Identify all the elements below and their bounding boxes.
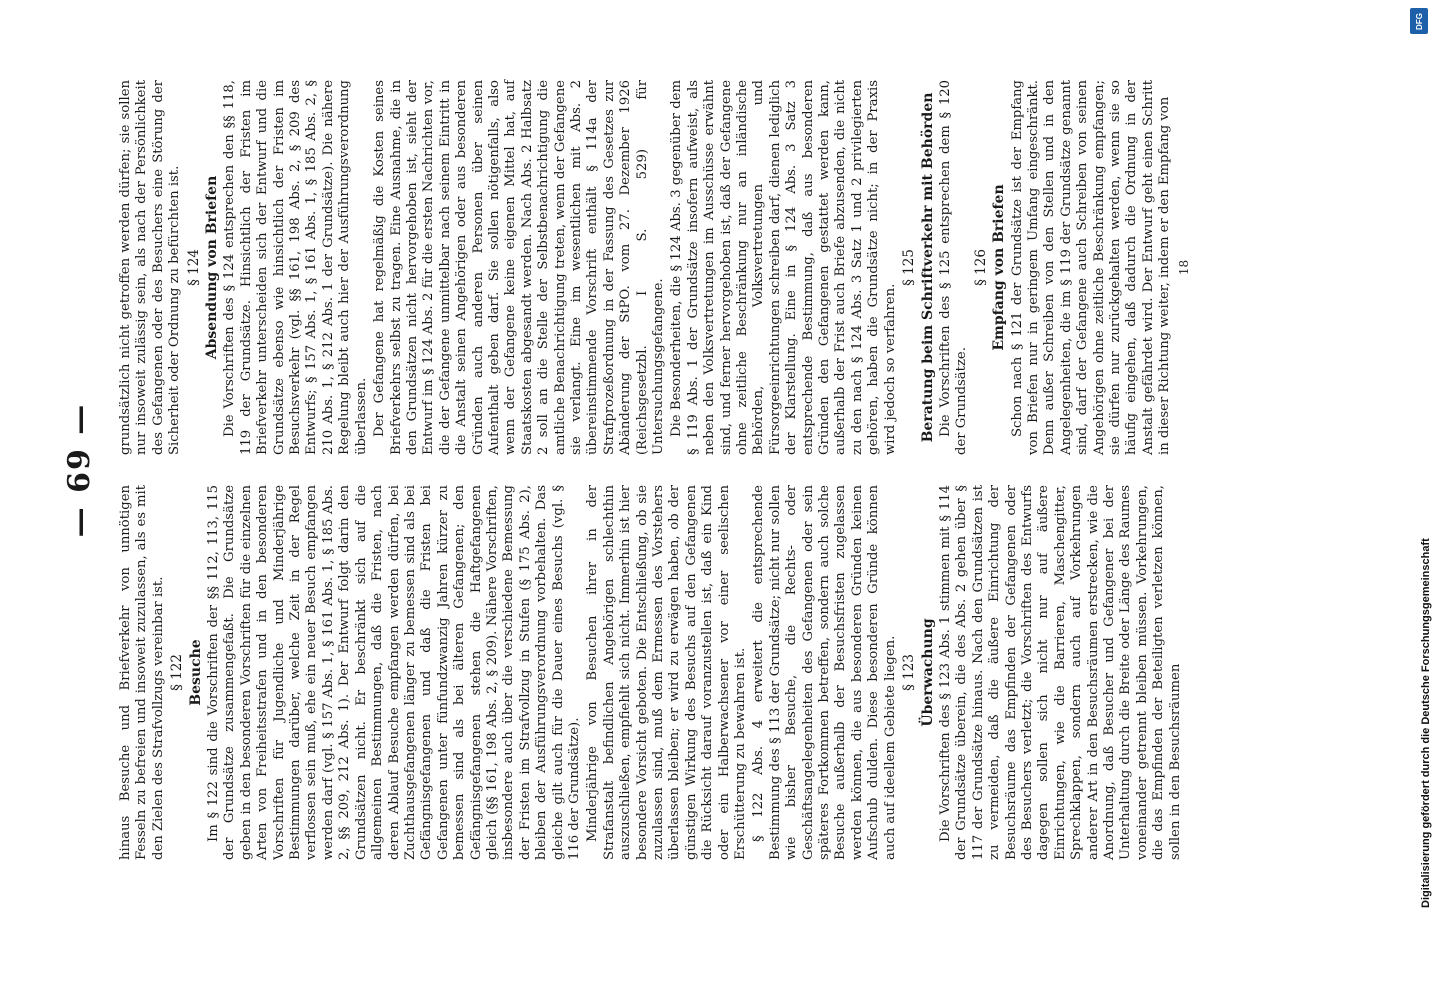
section-title: Besuche: [187, 639, 204, 706]
paragraph: hinaus Besuche und Briefverkehr von unnötigen Fesseln zu befreien und insoweit zuzulassen, als es mit den Zielen des Strafvollzugs vereinbar ist.: [118, 485, 166, 860]
paragraph: § 122 Abs. 4 erweitert die entsprechende Bestimmung des § 113 der Grundsätze; nicht nur sollen wie bisher Besuche, die Rechts- oder Geschäftsangelegenheiten des Gefangenen oder sein späteres Fortkommen betreffen, sondern auch solche Besuche außerhalb der Besuchsfristen zugelassen werden können, die aus besonderen Gründen keinen Aufschub dulden. Diese besonderen Gründe können auch auf ideellem Gebiete liegen.: [751, 485, 898, 860]
paragraph: Minderjährige von Besuchen ihrer in der Strafanstalt befindlichen Angehörigen schlechthin auszuschließen, empfiehlt sich nicht. Immerhin ist hier besondere Vorsicht geboten. Die Entschließung, ob sie zuzulassen sind, muß dem Ermessen des Vorstehers überlassen bleiben; er wird zu erwägen haben, ob der günstigen Wirkung des Besuchs auf den Gefangenen die Rücksicht darauf voranzustellen ist, daß ein Kind oder ein Halberwachsener vor einer seelischen Erschütterung zu bewahren ist.: [585, 485, 749, 860]
footer-page-number: 18: [1176, 259, 1191, 276]
left-column: [118, 485, 1360, 860]
section-heading: § 122: [169, 654, 186, 691]
paragraph: Die Vorschriften des § 125 entsprechen dem § 120 der Grundsätze.: [937, 80, 970, 455]
section-title: Überwachung: [919, 618, 936, 727]
paragraph: Schon nach § 121 der Grundsätze ist der Empfang von Briefen nur in geringem Umfang eingeschränkt. Denn außer Schreiben von den Stellen und in den Angelegenheiten, die im § 119 der Grundsätze genannt sind, darf der Gefangene auch Schreiben von seinen Angehörigen ohne zeitliche Beschränkung empfangen; sie dürfen nur zurückgehalten werden, wenn sie so häufig eingehen, daß dadurch die Ordnung in der Anstalt gefährdet wird. Der Entwurf geht einen Schritt in dieser Richtung weiter, indem er den Empfang von: [1009, 80, 1173, 455]
page-number: — 69 —: [62, 402, 97, 538]
page-header: [62, 80, 102, 860]
section-title: Beratung beim Schriftverkehr mit Behörden: [919, 92, 936, 443]
paragraph: Die Vorschriften des § 123 Abs. 1 stimmen mit § 114 der Grundsätze überein, die des Abs. 2 gehen über § 117 der Grundsätze hinaus. Nach den Grundsätzen ist zu vermeiden, daß die äußere Einrichtung der Besuchsräume das Empfinden der Gefangenen oder des Besuchers verletzt; die Vorschriften des Entwurfs dagegen sollen sich nicht nur auf äußere Einrichtungen, wie die Barrieren, Maschengitter, Sprechklappen, sondern auch auf Vorkehrungen anderer Art in den Besuchsräumen erstrecken, wie die Anordnung, daß Besucher und Gefangener bei der Unterhaltung durch die Breite oder Länge des Raumes voneinander getrennt bleiben müssen. Vorkehrungen, die das Empfinden der Beteiligten verletzen können, sollen in den Besuchsräumen: [937, 485, 1183, 860]
section-heading: § 123: [901, 654, 918, 691]
paragraph: Im § 122 sind die Vorschriften der §§ 112, 113, 115 der Grundsätze zusammengefaßt. Die Grundsätze geben in den besonderen Vorschriften für die einzelnen Arten von Freiheitsstrafen und in den besonderen Vorschriften für Jugendliche und Minderjährige Bestimmungen darüber, welche Zeit in der Regel verflossen sein muß, ehe ein neuer Besuch empfangen werden darf (vgl. § 157 Abs. 1, § 161 Abs. 1, § 185 Abs. 2, §§ 209, 212 Abs. 1). Der Entwurf folgt darin den Grundsätzen nicht. Er beschränkt sich auf die allgemeinen Bestimmungen, daß die Fristen, nach deren Ablauf Besuche empfangen werden dürfen, bei Zuchthausgefangenen länger zu bemessen sind als bei Gefängnisgefangenen und daß die Fristen bei Gefangenen unter fünfundzwanzig Jahren kürzer zu bemessen sind als bei älteren Gefangenen; den Gefängnisgefangenen stehen die Haftgefangenen gleich (§§ 161, 198 Abs. 2, § 209). Nähere Vorschriften, insbesondere auch über die verschiedene Bemessung der Fristen im Strafvollzug in Stufen (§ 175 Abs. 2), bleiben der Ausführungsverordnung vorbehalten. Das gleiche gilt auch für die Dauer eines Besuchs (vgl. § 116 der Grundsätze).: [206, 485, 582, 860]
section-title: Absendung von Briefen: [204, 175, 221, 360]
section-heading: § 125: [901, 249, 918, 286]
credit-text: Digitalisierung gefördert durch die Deutsche Forschungsgemeinschaft: [1420, 538, 1432, 908]
dfg-logo-text: DFG: [1414, 12, 1424, 30]
paragraph: Der Gefangene hat regelmäßig die Kosten seines Briefverkehrs selbst zu tragen. Eine Ausnahme, die in den Grundsätzen nicht hervorgehoben ist, sieht der Entwurf im § 124 Abs. 2 für die ersten Nachrichten vor, die der Gefangene unmittelbar nach seinem Eintritt in die Anstalt seinen Angehörigen oder aus besonderen Gründen auch anderen Personen über seinen Aufenthalt geben darf. Sie sollen nötigenfalls, also wenn der Gefangene keine eigenen Mittel hat, auf Staatskosten abgesandt werden. Nach Abs. 2 Halbsatz 2 soll an die Stelle der Selbstbenachrichtigung die amtliche Benachrichtigung treten, wenn der Gefangene sie verlangt. Eine im wesentlichen mit Abs. 2 übereinstimmende Vorschrift enthält § 114a der Strafprozeßordnung in der Fassung des Gesetzes zur Abänderung der StPO. vom 27. Dezember 1926 (Reichsgesetzbl. I S. 529) für Untersuchungsgefangene.: [372, 80, 666, 455]
digitization-credit: [1404, 8, 1432, 992]
section-title: Empfang von Briefen: [991, 184, 1008, 351]
paragraph: Die Besonderheiten, die § 124 Abs. 3 gegenüber dem § 119 Abs. 1 der Grundsätze insofern aufweist, als neben den Volksvertretungen im Ausschüsse erwähnt sind, und ferner hervorgehoben ist, daß der Gefangene ohne zeitliche Beschränkung nur an inländische Behörden, Volksvertretungen und Fürsorgeeinrichtungen schreiben darf, dienen lediglich der Klarstellung. Eine in § 124 Abs. 3 Satz 3 entsprechende Bestimmung, daß aus besonderen Gründen den Gefangenen gestattet werden kann, außerhalb der Frist auch Briefe abzusenden, die nicht zu den nach § 124 Abs. 3 Satz 1 und 2 privilegierten gehören, haben die Grundsätze nicht; in der Praxis wird jedoch so verfahren.: [669, 80, 898, 455]
section-heading: § 126: [972, 249, 989, 286]
paragraph: grundsätzlich nicht getroffen werden dürfen; sie sollen nur insoweit zulässig sein, als nach der Persönlichkeit des Gefangenen oder des Besuchers eine Störung der Sicherheit oder Ordnung zu befürchten ist.: [118, 80, 183, 455]
right-column: [118, 80, 1360, 455]
paragraph: Die Vorschriften des § 124 entsprechen den §§ 118, 119 der Grundsätze. Hinsichtlich der Fristen im Briefverkehr unterscheiden sich der Entwurf und die Grundsätze ebenso wie hinsichtlich der Fristen im Besuchsverkehr (vgl. §§ 161, 198 Abs. 2, § 209 des Entwurfs; § 157 Abs. 1, § 161 Abs. 1, § 185 Abs. 2, § 210 Abs. 1, § 212 Abs. 1 der Grundsätze). Die nähere Regelung bleibt auch hier der Ausführungsverordnung überlassen.: [222, 80, 369, 455]
section-heading: § 124: [185, 249, 202, 286]
